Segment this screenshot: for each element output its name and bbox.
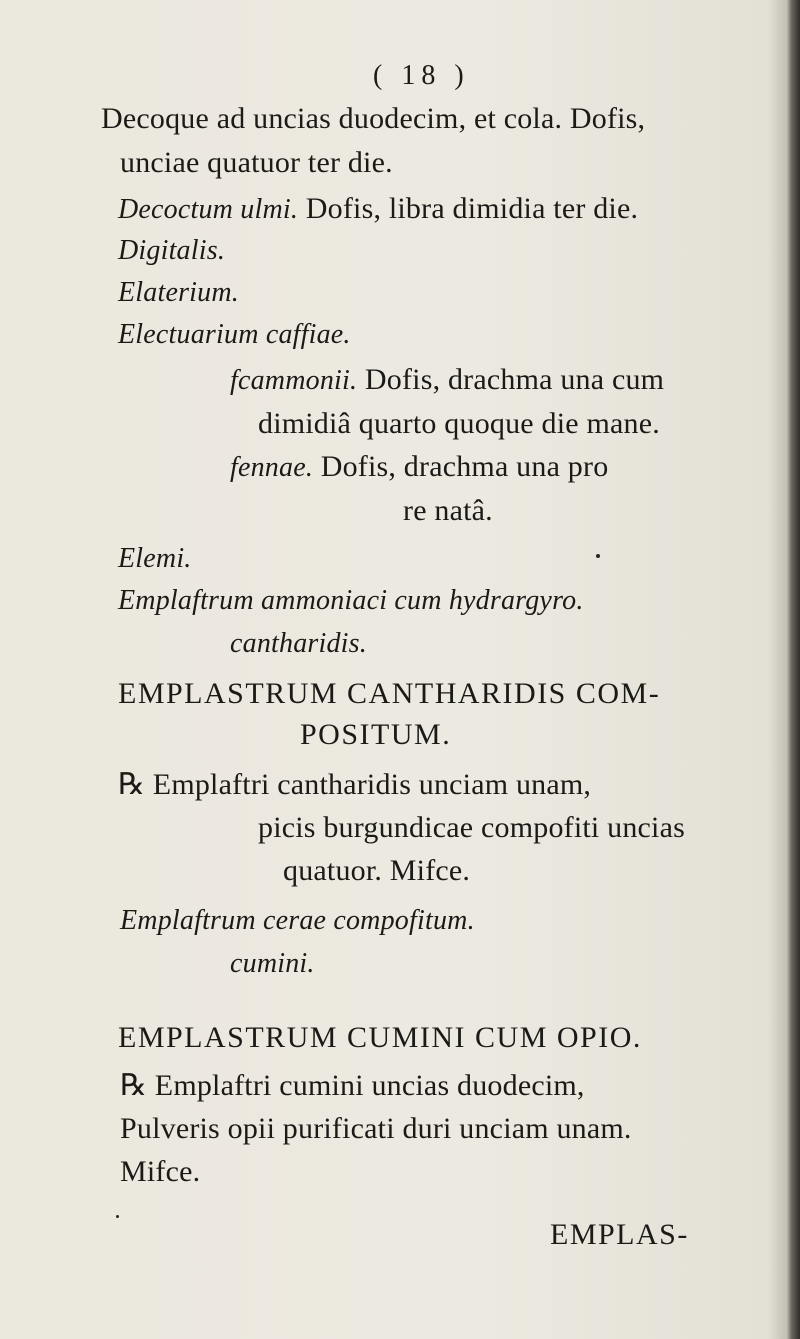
entry-dose: Dofis, drachma una cum [357, 363, 665, 396]
catchword: EMPLAS- [550, 1218, 689, 1251]
section-heading: EMPLASTRUM CUMINI CUM OPIO. [118, 1021, 642, 1054]
entry-emplastrum-cerae: Emplaftrum cerae compofitum. [120, 905, 475, 936]
recipe-line: ℞ Emplaftri cantharidis unciam unam, [118, 768, 592, 801]
page-edge-shadow [786, 0, 800, 1339]
ink-speck [116, 1215, 119, 1218]
entry-title: Decoctum ulmi. [118, 194, 299, 225]
section-heading: POSITUM. [300, 718, 452, 751]
entry-digitalis: Digitalis. [118, 235, 226, 266]
entry-cantharidis: cantharidis. [230, 628, 367, 659]
page-number: ( 18 ) [373, 60, 470, 91]
recipe-line: ℞ Emplaftri cumini uncias duodecim, [120, 1069, 585, 1102]
recipe-line: quatuor. Mifce. [283, 854, 471, 887]
ink-speck [596, 554, 600, 558]
text-line: dimidiâ quarto quoque die mane. [258, 407, 660, 440]
entry-title: fcammonii. [230, 365, 358, 396]
entry-dose: Dofis, libra dimidia ter die. [298, 192, 639, 225]
entry-electuarium: Electuarium caffiae. [118, 319, 351, 350]
entry-elemi: Elemi. [118, 543, 192, 574]
entry-title: fennae. [230, 452, 314, 483]
entry-dose: Dofis, drachma una pro [313, 450, 609, 483]
recipe-line: Mifce. [120, 1155, 201, 1188]
text-line: re natâ. [403, 494, 493, 527]
recipe-line: Pulveris opii purificati duri unciam unam. [120, 1112, 632, 1145]
entry-decoctum-ulmi [118, 192, 638, 227]
recipe-line: picis burgundicae compofiti uncias [258, 811, 685, 844]
entry-cumini: cumini. [230, 948, 315, 979]
entry-emplastrum-ammoniaci: Emplaftrum ammoniaci cum hydrargyro. [118, 585, 584, 616]
text-line: Decoque ad uncias duodecim, et cola. Dofis, [101, 102, 646, 135]
text-line: unciae quatuor ter die. [120, 146, 393, 179]
section-heading: EMPLASTRUM CANTHARIDIS COM- [118, 677, 661, 710]
entry-elaterium: Elaterium. [118, 277, 239, 308]
entry-scammonii [230, 363, 664, 398]
entry-sennae [230, 450, 608, 485]
